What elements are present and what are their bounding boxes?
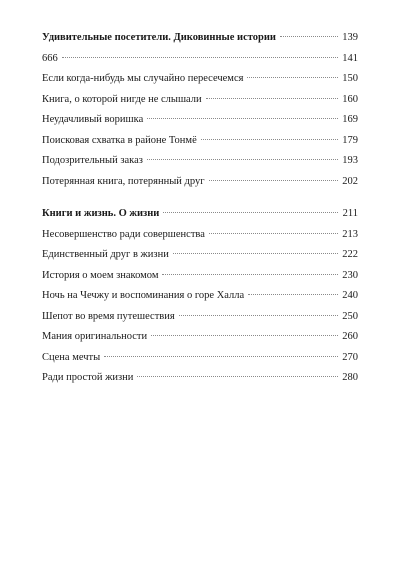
dot-leader xyxy=(209,179,338,181)
toc-entry-page: 240 xyxy=(342,290,358,301)
toc-entry xyxy=(42,327,358,348)
dot-leader xyxy=(162,273,338,275)
toc-entry-title: Ради простой жизни xyxy=(42,372,134,383)
toc-entry xyxy=(42,131,358,152)
dot-leader xyxy=(206,97,338,99)
toc-entry-page: 179 xyxy=(342,134,358,146)
toc-entry xyxy=(42,348,358,369)
toc-entry-title: История о моем знакомом xyxy=(42,269,159,281)
toc-entry-page: 260 xyxy=(342,331,358,342)
toc-entry-title: Мания оригинальности xyxy=(42,331,148,342)
toc-entry xyxy=(42,307,358,328)
toc-entry xyxy=(42,368,358,389)
toc-section-heading xyxy=(42,204,358,225)
toc-heading-page: 211 xyxy=(342,208,358,219)
toc-entry xyxy=(42,245,358,266)
toc-entry-title: Единственный друг в жизни xyxy=(42,249,169,260)
toc-entry xyxy=(42,69,358,90)
toc-entry-page: 222 xyxy=(342,249,358,260)
toc-entry-page: 169 xyxy=(342,114,358,125)
toc-entry xyxy=(42,172,358,193)
toc-section-heading xyxy=(42,28,358,49)
toc-entry-title: Несовершенство ради совершенства xyxy=(42,228,205,240)
toc-entry-page: 250 xyxy=(342,310,358,322)
table-of-contents xyxy=(42,28,358,389)
toc-entry xyxy=(42,151,358,172)
toc-entry-title: Подозрительный заказ xyxy=(42,155,143,166)
dot-leader xyxy=(62,56,338,58)
toc-heading-title: Удивительные посетители. Диковинные истории xyxy=(42,32,276,43)
toc-heading-page: 139 xyxy=(342,32,358,43)
toc-entry-title: Книга, о которой нигде не слышали xyxy=(42,93,202,105)
toc-entry xyxy=(42,90,358,111)
dot-leader xyxy=(137,375,338,377)
toc-entry-page: 213 xyxy=(342,228,358,240)
dot-leader xyxy=(163,211,338,213)
dot-leader xyxy=(147,117,338,119)
toc-entry xyxy=(42,266,358,287)
dot-leader xyxy=(151,334,338,336)
dot-leader xyxy=(173,252,338,254)
toc-entry-page: 150 xyxy=(342,73,358,84)
toc-entry-title: Потерянная книга, потерянный друг xyxy=(42,175,205,187)
dot-leader xyxy=(179,314,338,316)
toc-entry-title: Шепот во время путешествия xyxy=(42,310,175,322)
toc-entry-page: 270 xyxy=(342,351,358,363)
toc-entry-page: 141 xyxy=(342,52,358,64)
toc-entry-title: Сцена мечты xyxy=(42,351,101,363)
toc-entry-title: Неудачливый воришка xyxy=(42,114,144,125)
toc-entry-title: Ночь на Чечжу и воспоминания о горе Халла xyxy=(42,290,245,301)
toc-heading-title: Книги и жизнь. О жизни xyxy=(42,208,160,219)
toc-section-visitors xyxy=(42,28,358,192)
toc-entry-title: Поисковая схватка в районе Тонмё xyxy=(42,134,197,146)
dot-leader xyxy=(104,355,338,357)
toc-section-life xyxy=(42,204,358,389)
dot-leader xyxy=(280,35,338,37)
toc-entry-page: 230 xyxy=(342,269,358,281)
toc-entry-title: Если когда-нибудь мы случайно пересечемся xyxy=(42,73,244,84)
dot-leader xyxy=(147,158,338,160)
toc-entry-page: 160 xyxy=(342,93,358,105)
toc-entry xyxy=(42,225,358,246)
dot-leader xyxy=(247,76,338,78)
toc-entry-page: 202 xyxy=(342,175,358,187)
dot-leader xyxy=(248,293,338,295)
toc-entry-title: 666 xyxy=(42,52,58,64)
toc-entry-page: 193 xyxy=(342,155,358,166)
toc-entry xyxy=(42,110,358,131)
dot-leader xyxy=(209,232,338,234)
toc-entry-page: 280 xyxy=(342,372,358,383)
toc-entry xyxy=(42,286,358,307)
toc-entry xyxy=(42,49,358,70)
dot-leader xyxy=(201,138,338,140)
